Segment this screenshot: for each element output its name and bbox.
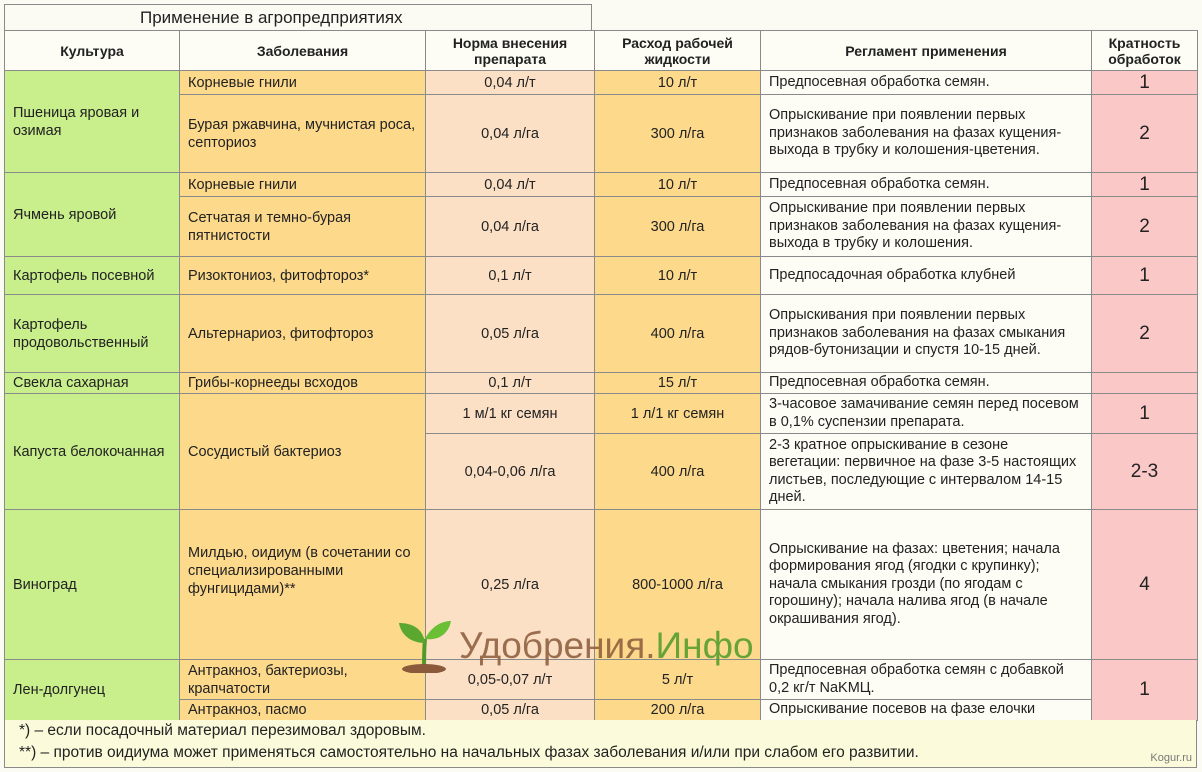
liquid-cell: 10 л/т: [595, 173, 761, 197]
disease-cell: Бурая ржавчина, мучнистая роса, септориоз: [180, 95, 426, 173]
rate-cell: 0,04 л/га: [426, 95, 595, 173]
rate-cell: 0,1 л/т: [426, 373, 595, 394]
multiplicity-cell: 1: [1092, 394, 1198, 434]
liquid-cell: 10 л/т: [595, 257, 761, 295]
header-disease: Заболевания: [180, 31, 426, 71]
rate-cell: 0,05-0,07 л/т: [426, 660, 595, 700]
crop-cell: Свекла сахарная: [5, 373, 180, 394]
regulation-cell: Предпосевная обработка семян с добавкой 0,2 кг/т NaKMЦ.: [761, 660, 1092, 700]
multiplicity-cell: 1: [1092, 173, 1198, 197]
table-row: [5, 394, 1198, 434]
crop-cell: Пшеница яровая и озимая: [5, 71, 180, 173]
rate-cell: 0,04 л/т: [426, 173, 595, 197]
application-table: [4, 30, 1198, 721]
table-row: [5, 173, 1198, 197]
footnote-1: *) – если посадочный материал перезимовал здоровым.: [19, 722, 426, 739]
rate-cell: 0,05 л/га: [426, 295, 595, 373]
regulation-cell: 3-часовое замачивание семян перед посевом в 0,1% суспензии препарата.: [761, 394, 1092, 434]
watermark-part1: Удобрения: [459, 625, 646, 666]
rate-cell: 0,05 л/га: [426, 700, 595, 721]
liquid-cell: 800-1000 л/га: [595, 510, 761, 660]
liquid-cell: 5 л/т: [595, 660, 761, 700]
disease-cell: Антракноз, бактериозы, крапчатости: [180, 660, 426, 700]
corner-mark: Kogur.ru: [1150, 752, 1192, 764]
multiplicity-cell: [1092, 373, 1198, 394]
multiplicity-cell: 1: [1092, 71, 1198, 95]
disease-cell: Корневые гнили: [180, 173, 426, 197]
header-regulation: Регламент применения: [761, 31, 1092, 71]
regulation-cell: Опрыскивание при появлении первых признаков заболевания на фазах кущения-выхода в трубку и колошения-цветения.: [761, 95, 1092, 173]
multiplicity-cell: 4: [1092, 510, 1198, 660]
multiplicity-cell: 1: [1092, 257, 1198, 295]
liquid-cell: 10 л/т: [595, 71, 761, 95]
table-row: [5, 257, 1198, 295]
table-row: [5, 197, 1198, 257]
crop-cell: Картофель посевной: [5, 257, 180, 295]
multiplicity-cell: 2: [1092, 197, 1198, 257]
regulation-cell: Опрыскивание посевов на фазе елочки: [761, 700, 1092, 721]
rate-cell: 0,04 л/т: [426, 71, 595, 95]
disease-cell: Антракноз, пасмо: [180, 700, 426, 721]
disease-cell: Корневые гнили: [180, 71, 426, 95]
header-multiplicity: Кратность обработок: [1092, 31, 1198, 71]
disease-cell: Сетчатая и темно-бурая пятнистости: [180, 197, 426, 257]
regulation-cell: Опрыскивание на фазах: цветения; начала формирования ягод (ягодки с крупинку); начала смыкания грозди (по ягодам с горошину); начала налива ягод (в начале окрашивания ягод).: [761, 510, 1092, 660]
liquid-cell: 400 л/га: [595, 295, 761, 373]
table-row: [5, 71, 1198, 95]
header-row: [5, 31, 1198, 71]
watermark-part2: Инфо: [655, 625, 754, 666]
disease-cell: Сосудистый бактериоз: [180, 394, 426, 510]
regulation-cell: Предпосевная обработка семян.: [761, 373, 1092, 394]
multiplicity-cell: 2: [1092, 295, 1198, 373]
header-liquid: Расход рабочей жидкости: [595, 31, 761, 71]
rate-cell: 0,25 л/га: [426, 510, 595, 660]
disease-cell: Альтернариоз, фитофтороз: [180, 295, 426, 373]
multiplicity-cell: 2-3: [1092, 434, 1198, 510]
regulation-cell: Предпосевная обработка семян.: [761, 173, 1092, 197]
footnotes: [4, 720, 1197, 768]
crop-cell: Капуста белокочанная: [5, 394, 180, 510]
header-crop: Культура: [5, 31, 180, 71]
table-row: [5, 660, 1198, 700]
table-row: [5, 373, 1198, 394]
liquid-cell: 300 л/га: [595, 95, 761, 173]
disease-cell: Милдью, оидиум (в сочетании со специализированными фунгицидами)**: [180, 510, 426, 660]
liquid-cell: 300 л/га: [595, 197, 761, 257]
liquid-cell: 200 л/га: [595, 700, 761, 721]
crop-cell: Ячмень яровой: [5, 173, 180, 257]
rate-cell: 0,04 л/га: [426, 197, 595, 257]
regulation-cell: 2-3 кратное опрыскивание в сезоне вегетации: первичное на фазе 3-5 настоящих листьев, последующие с интервалом 14-15 дней.: [761, 434, 1092, 510]
liquid-cell: 400 л/га: [595, 434, 761, 510]
table-title: Применение в агропредприятиях: [4, 4, 592, 30]
header-rate: Норма внесения препарата: [426, 31, 595, 71]
regulation-cell: Предпосевная обработка семян.: [761, 71, 1092, 95]
table-row: [5, 510, 1198, 660]
regulation-cell: Опрыскивания при появлении первых признаков заболевания на фазах смыкания рядов-бутонизации и спустя 10-15 дней.: [761, 295, 1092, 373]
crop-cell: Виноград: [5, 510, 180, 660]
table-row: [5, 700, 1198, 721]
liquid-cell: 1 л/1 кг семян: [595, 394, 761, 434]
footnote-2: **) – против оидиума может применяться самостоятельно на начальных фазах заболевания и/или при слабом его развитии.: [19, 744, 919, 761]
regulation-cell: Предпосадочная обработка клубней: [761, 257, 1092, 295]
table-row: [5, 95, 1198, 173]
multiplicity-cell: 1: [1092, 660, 1198, 721]
disease-cell: Ризоктониоз, фитофтороз*: [180, 257, 426, 295]
liquid-cell: 15 л/т: [595, 373, 761, 394]
crop-cell: Лен-долгунец: [5, 660, 180, 721]
disease-cell: Грибы-корнееды всходов: [180, 373, 426, 394]
rate-cell: 0,1 л/т: [426, 257, 595, 295]
watermark-dot: .: [645, 625, 656, 666]
crop-cell: Картофель продовольственный: [5, 295, 180, 373]
table-row: [5, 295, 1198, 373]
rate-cell: 0,04-0,06 л/га: [426, 434, 595, 510]
multiplicity-cell: 2: [1092, 95, 1198, 173]
regulation-cell: Опрыскивание при появлении первых признаков заболевания на фазах кущения-выхода в трубку и колошения.: [761, 197, 1092, 257]
rate-cell: 1 м/1 кг семян: [426, 394, 595, 434]
